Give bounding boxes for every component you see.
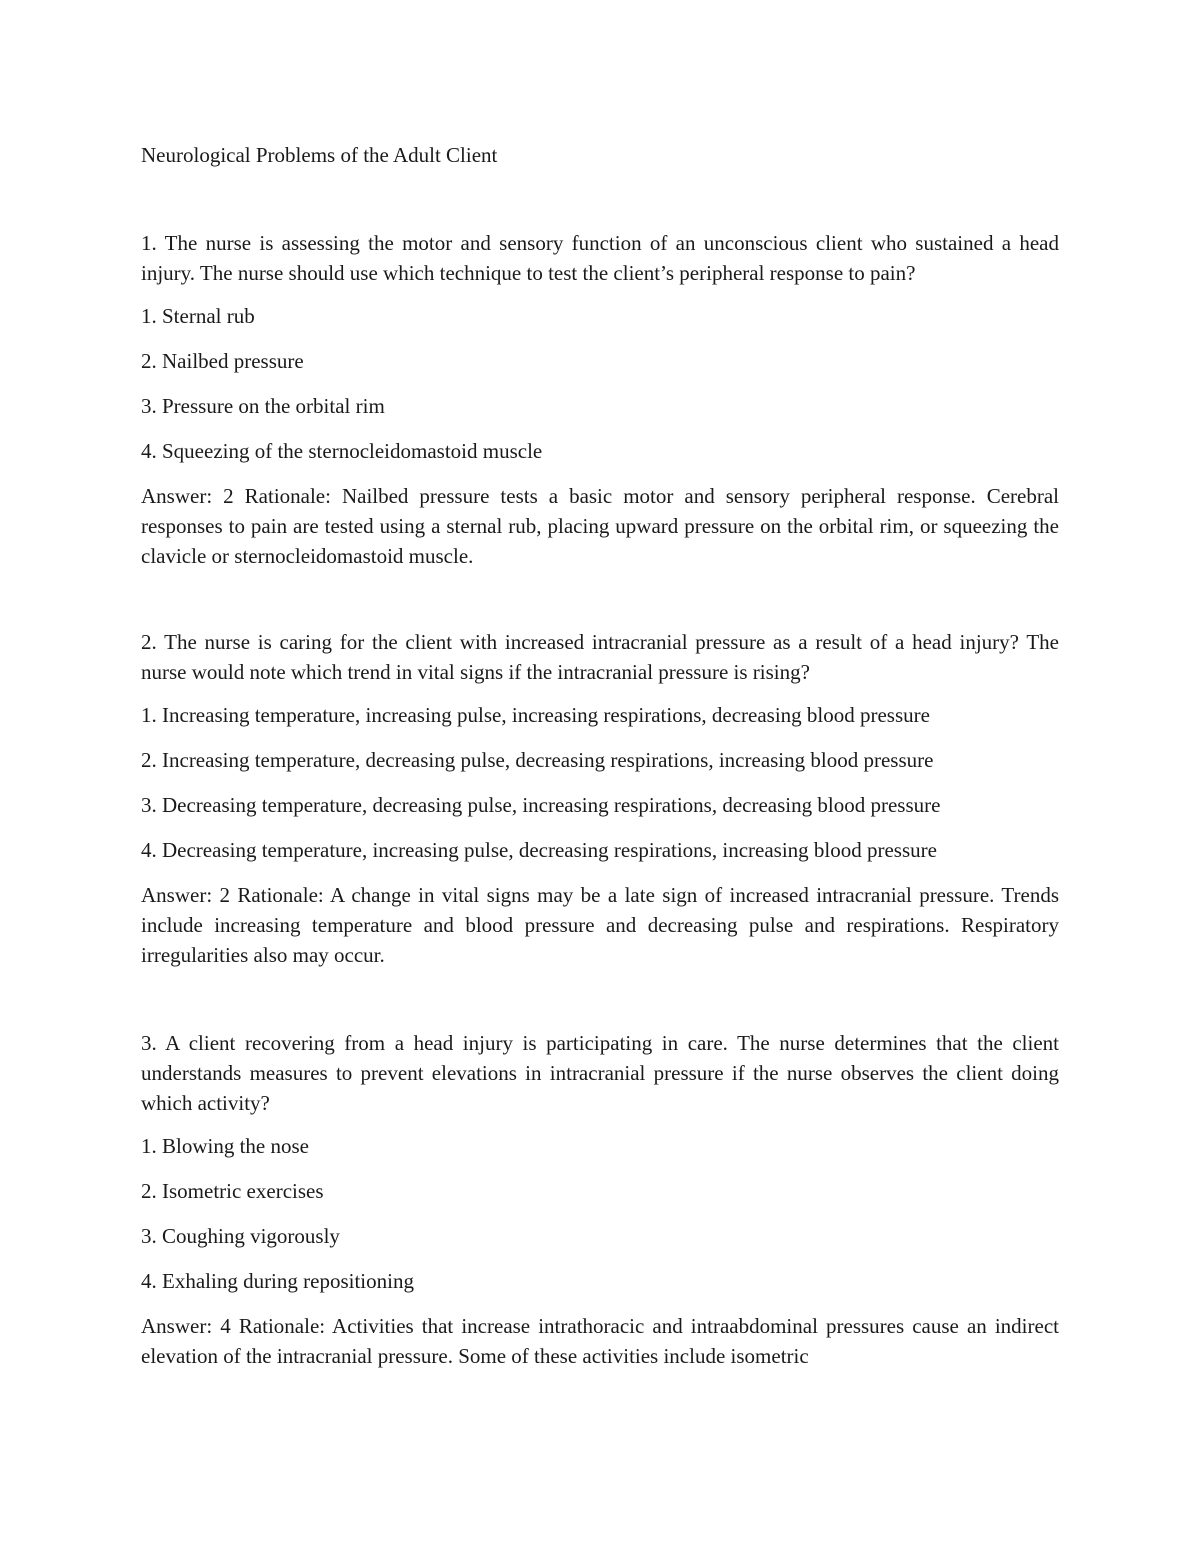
question-3 <box>141 1028 1059 1371</box>
answer-rationale: Answer: 4 Rationale: Activities that increase intrathoracic and intraabdominal pressures cause an indirect elevation of the intracranial pressure. Some of these activities include isometric <box>141 1314 1059 1368</box>
answer-option: 3. Pressure on the orbital rim <box>141 394 385 418</box>
question-2 <box>141 627 1059 970</box>
answer-option: 4. Exhaling during repositioning <box>141 1269 414 1293</box>
answer-option: 2. Nailbed pressure <box>141 349 304 373</box>
answer-option: 1. Sternal rub <box>141 304 255 328</box>
document-title: Neurological Problems of the Adult Client <box>141 143 498 167</box>
question-stem: 2. The nurse is caring for the client with increased intracranial pressure as a result of a head injury? The nurse would note which trend in vital signs if the intracranial pressure is rising? <box>141 630 1059 684</box>
answer-option: 4. Squeezing of the sternocleidomastoid muscle <box>141 439 543 463</box>
answer-rationale: Answer: 2 Rationale: A change in vital signs may be a late sign of increased intracranial pressure. Trends include increasing temperature and blood pressure and decreasing pulse and respirations. Respiratory irregularities also may occur. <box>141 883 1059 967</box>
answer-option: 2. Increasing temperature, decreasing pulse, decreasing respirations, increasing blood pressure <box>141 748 934 772</box>
answer-option: 1. Increasing temperature, increasing pulse, increasing respirations, decreasing blood pressure <box>141 703 930 727</box>
answer-option: 3. Decreasing temperature, decreasing pulse, increasing respirations, decreasing blood pressure <box>141 793 941 817</box>
document-page <box>141 140 1059 1371</box>
answer-option: 3. Coughing vigorously <box>141 1224 340 1248</box>
question-stem: 1. The nurse is assessing the motor and sensory function of an unconscious client who sustained a head injury. The nurse should use which technique to test the client’s peripheral response to pain? <box>141 231 1059 285</box>
answer-option: 4. Decreasing temperature, increasing pulse, decreasing respirations, increasing blood pressure <box>141 838 937 862</box>
answer-rationale: Answer: 2 Rationale: Nailbed pressure tests a basic motor and sensory peripheral response. Cerebral responses to pain are tested using a sternal rub, placing upward pressure on the orbital rim, or squeezing the clavicle or sternocleidomastoid muscle. <box>141 484 1059 568</box>
question-stem: 3. A client recovering from a head injury is participating in care. The nurse determines that the client understands measures to prevent elevations in intracranial pressure if the nurse observes the client doing which activity? <box>141 1031 1059 1115</box>
question-1 <box>141 228 1059 571</box>
answer-option: 1. Blowing the nose <box>141 1134 309 1158</box>
answer-option: 2. Isometric exercises <box>141 1179 324 1203</box>
